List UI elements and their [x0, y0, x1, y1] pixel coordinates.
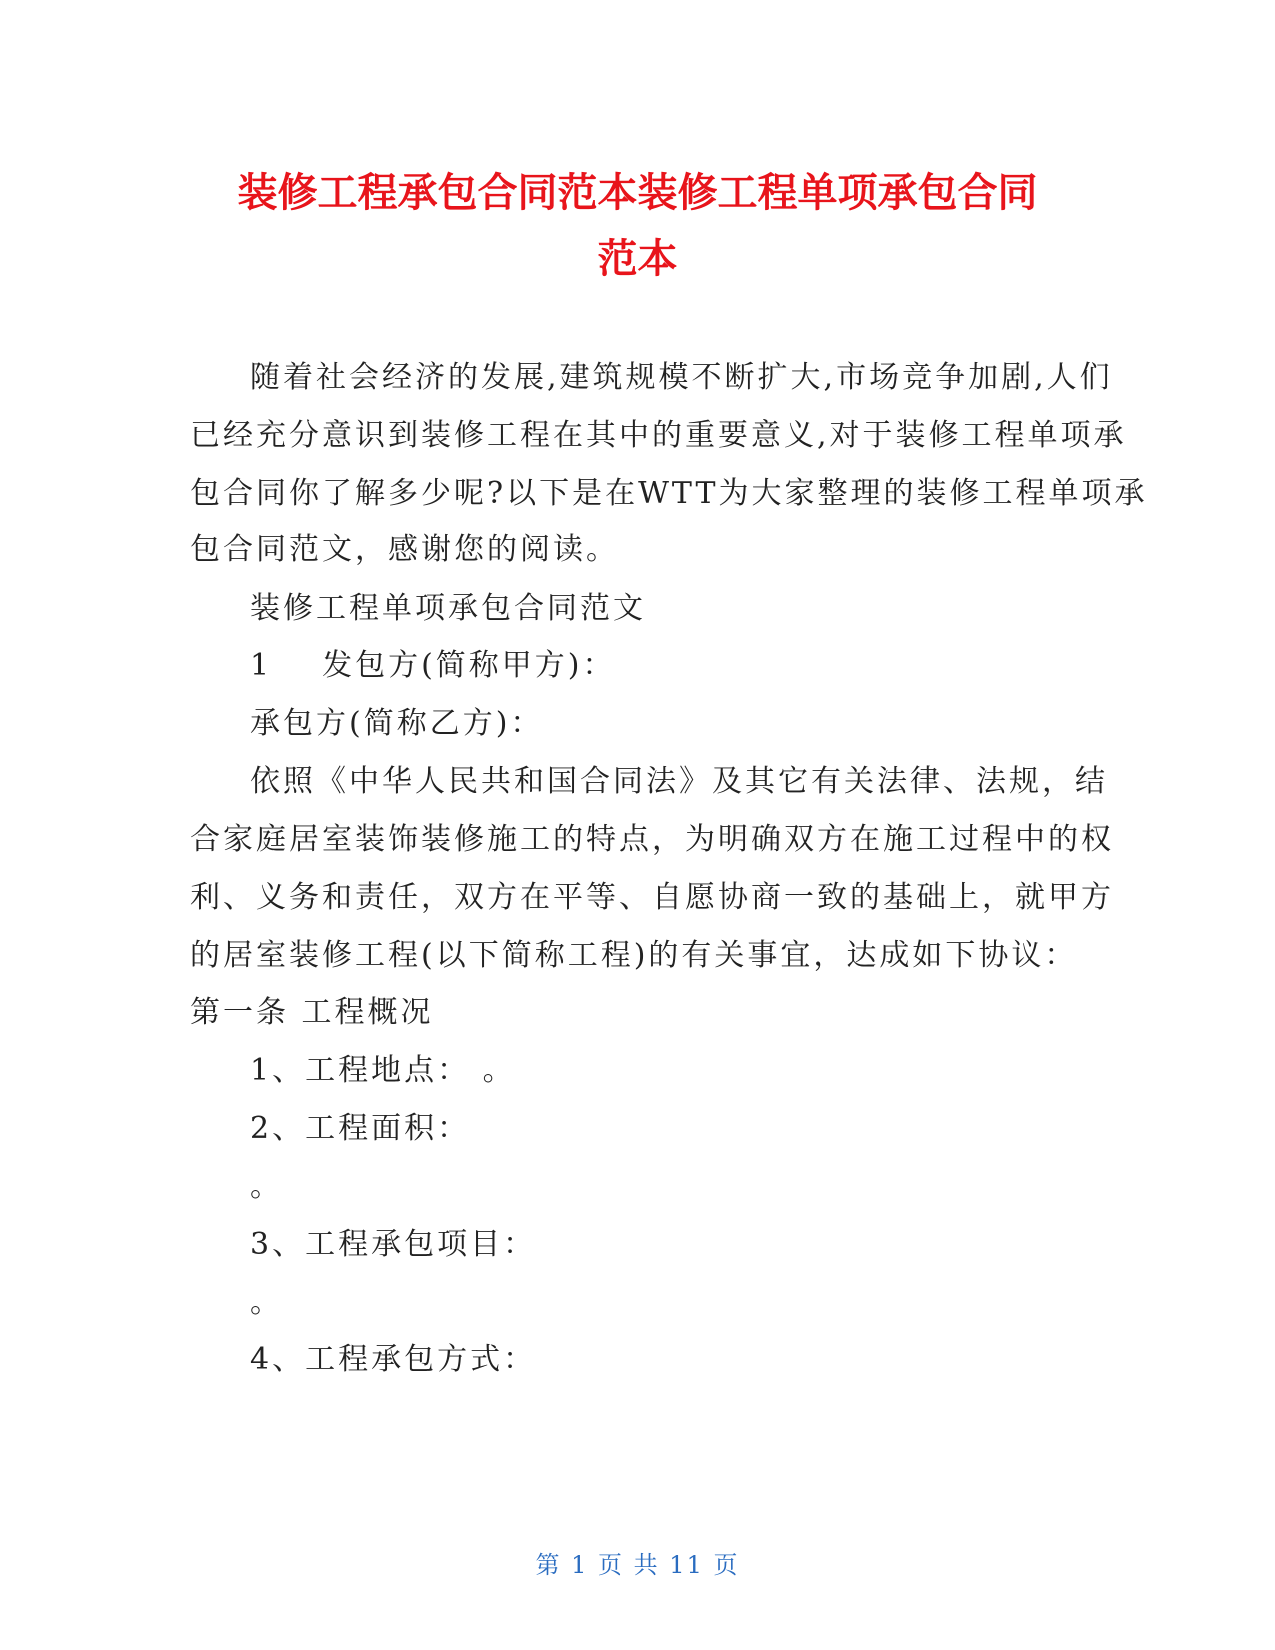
intro-line-3: 包合同你了解多少呢?以下是在WTT为大家整理的装修工程单项承	[190, 476, 1148, 511]
intro-line-1: 随着社会经济的发展,建筑规模不断扩大,市场竞争加剧,人们	[250, 360, 1113, 395]
document-title	[180, 160, 1095, 292]
party-b-line: 承包方(简称乙方)：	[250, 706, 544, 741]
item-scope: 3、工程承包项目：	[250, 1227, 537, 1262]
party-a-label: 发包方(简称甲方)：	[322, 648, 616, 683]
preamble-line-1: 依照《中华人民共和国合同法》及其它有关法律、法规，结	[250, 764, 1108, 799]
page-number-footer: 第 1 页 共 11 页	[535, 1551, 740, 1579]
item-method: 4、工程承包方式：	[250, 1342, 537, 1377]
party-a-line	[250, 646, 616, 686]
title-line-2: 范本	[597, 236, 678, 282]
contract-subtitle: 装修工程单项承包合同范文	[250, 591, 646, 626]
item-area-end: 。	[250, 1169, 283, 1204]
preamble-line-2: 合家庭居室装饰装修施工的特点，为明确双方在施工过程中的权	[190, 822, 1114, 857]
item-scope-end: 。	[250, 1285, 283, 1320]
preamble-line-4: 的居室装修工程(以下简称工程)的有关事宜，达成如下协议：	[190, 938, 1078, 973]
article-1-heading: 第一条 工程概况	[190, 995, 434, 1030]
preamble-line-3: 利、义务和责任，双方在平等、自愿协商一致的基础上，就甲方	[190, 880, 1114, 915]
party-a-number: 1	[250, 648, 273, 683]
title-line-1: 装修工程承包合同范本装修工程单项承包合同	[237, 170, 1038, 216]
intro-line-2: 已经充分意识到装修工程在其中的重要意义,对于装修工程单项承	[190, 418, 1127, 453]
item-area: 2、工程面积：	[250, 1111, 471, 1146]
intro-line-4: 包合同范文，感谢您的阅读。	[190, 532, 619, 567]
item-location: 1、工程地点： 。	[250, 1053, 516, 1088]
